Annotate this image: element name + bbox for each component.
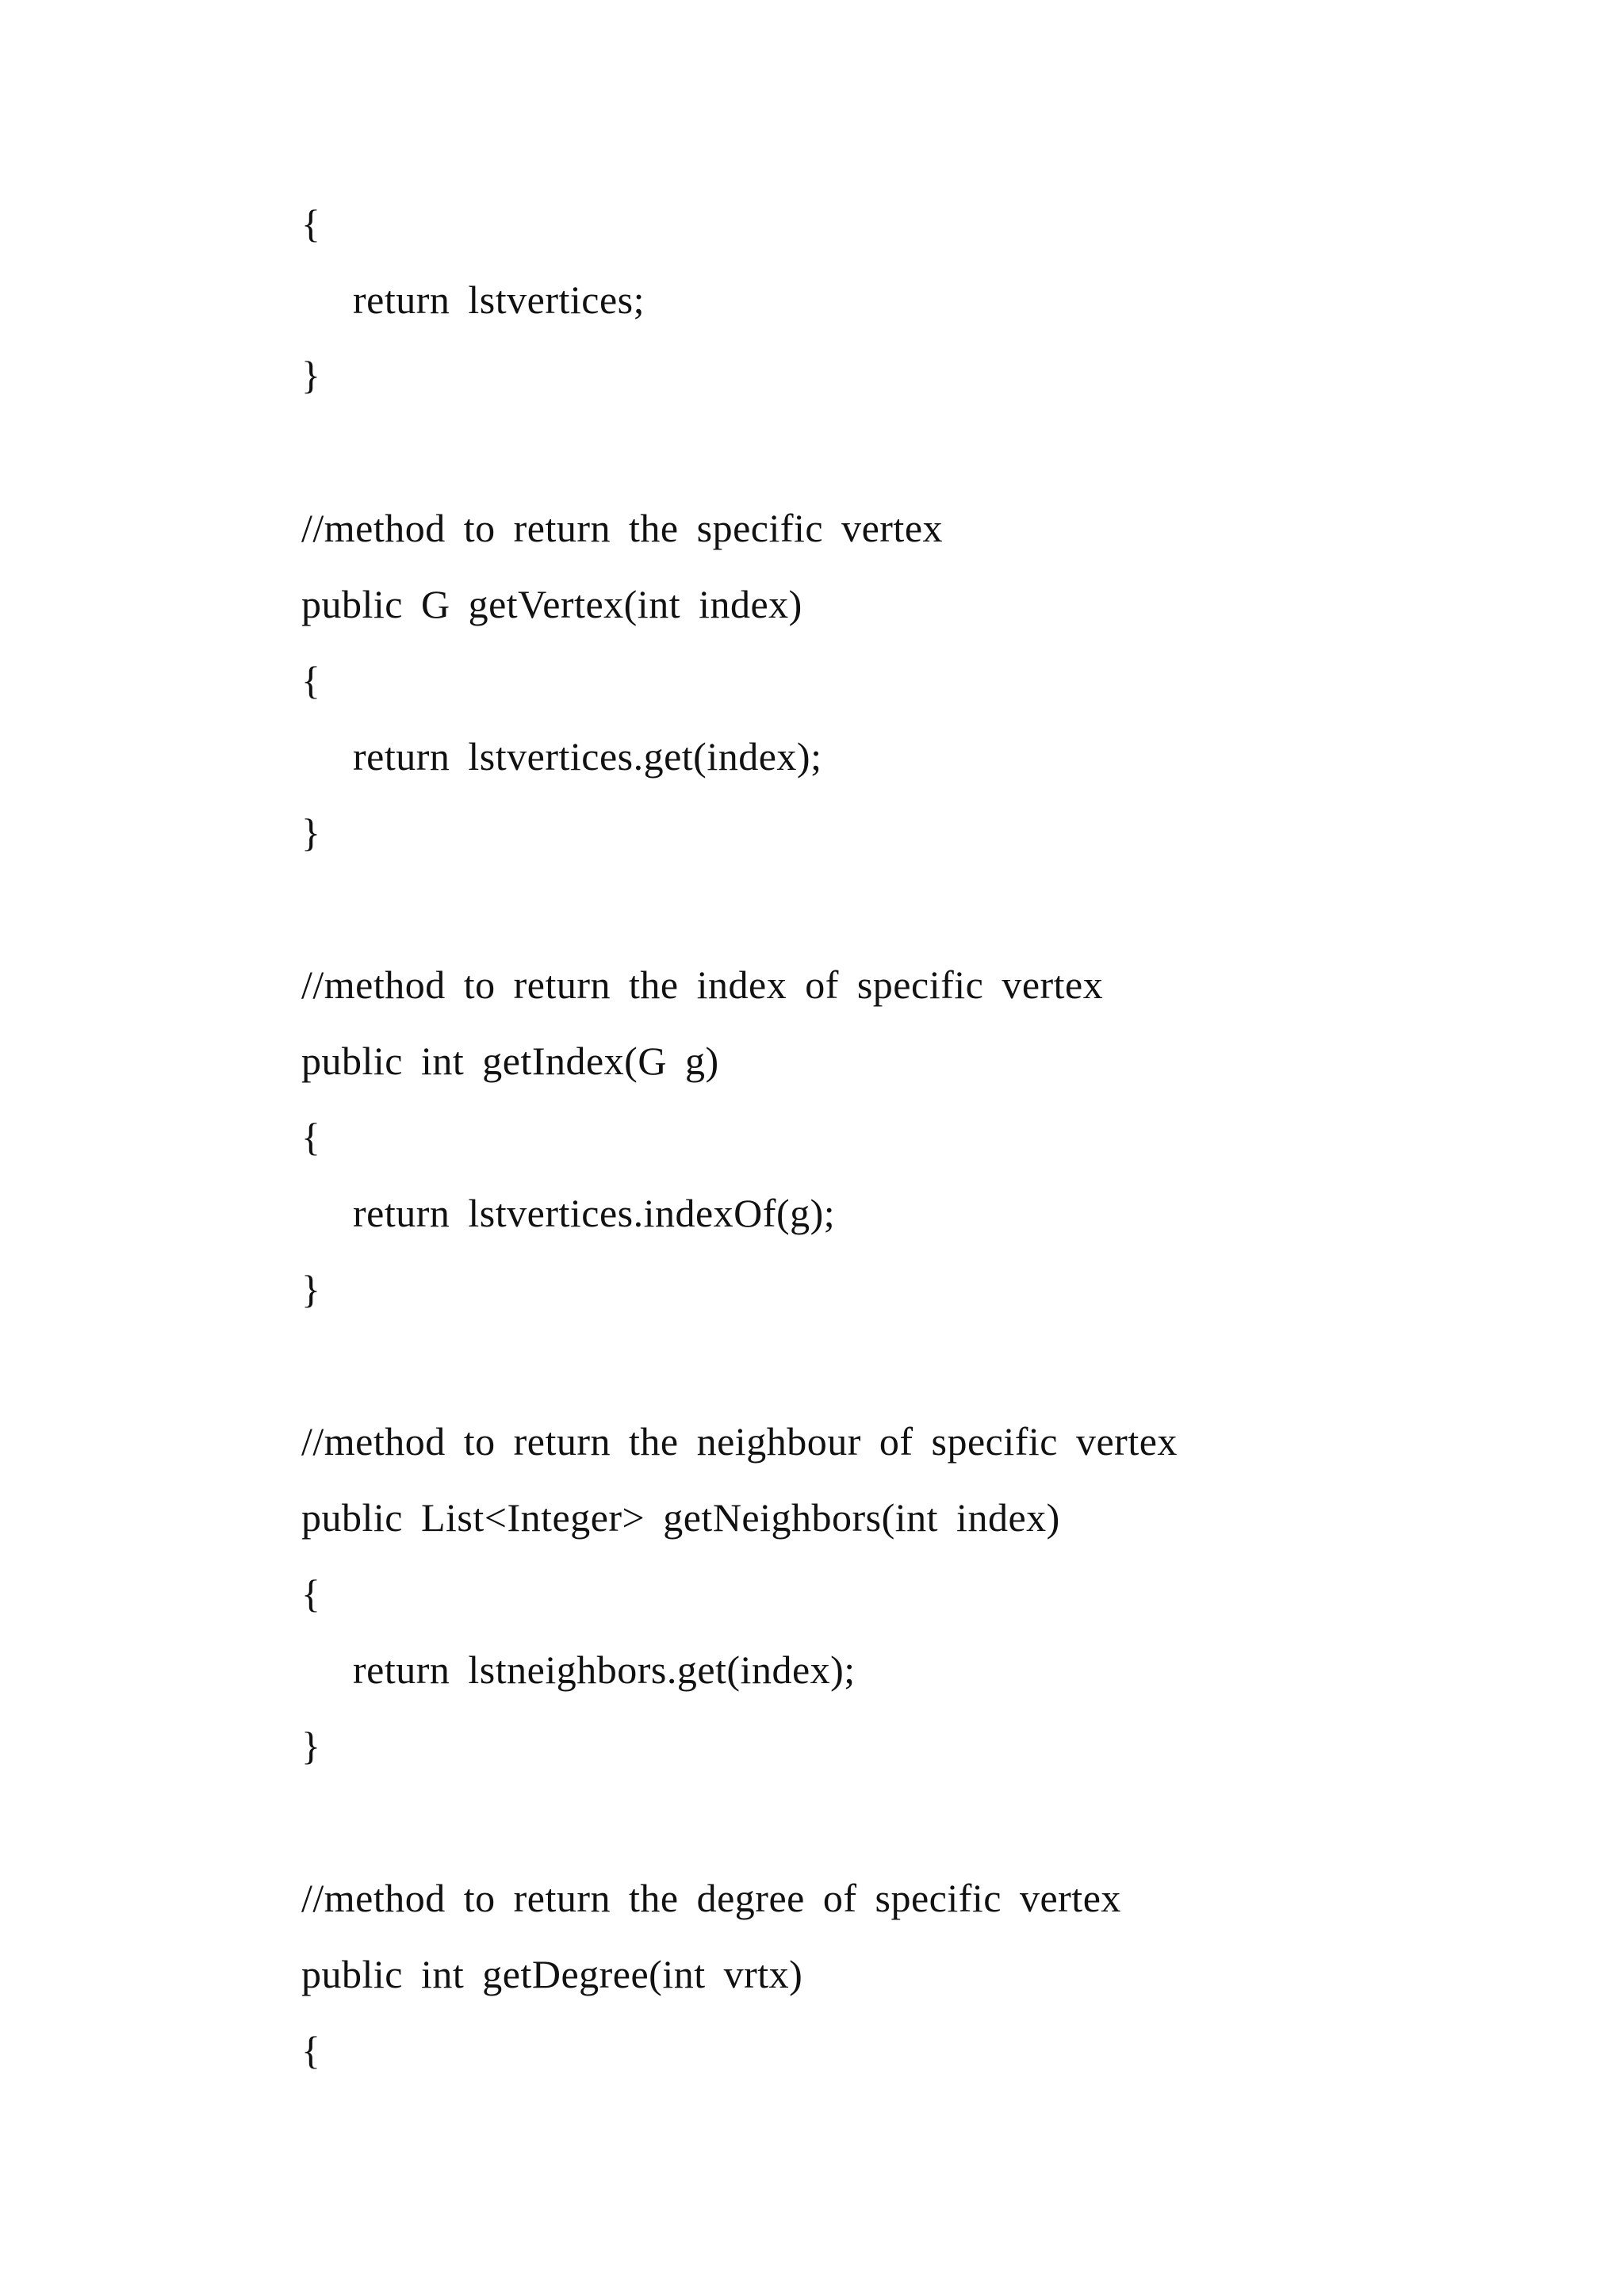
code-line-comment: //method to return the index of specific vertex xyxy=(301,962,1104,1007)
code-line-open-brace: { xyxy=(301,1571,321,1616)
code-line-method-signature: public List<Integer> getNeighbors(int index) xyxy=(301,1495,1060,1540)
code-line-close-brace: } xyxy=(301,1267,321,1311)
code-line-open-brace: { xyxy=(301,1115,321,1159)
code-line-return-statement: return lstvertices.indexOf(g); xyxy=(353,1191,836,1235)
code-line-return-statement: return lstvertices.get(index); xyxy=(353,734,822,779)
code-line-return-statement: return lstneighbors.get(index); xyxy=(353,1647,856,1692)
code-line-open-brace: { xyxy=(301,201,321,246)
code-line-comment: //method to return the neighbour of specific vertex xyxy=(301,1419,1178,1464)
code-line-method-signature: public int getDegree(int vrtx) xyxy=(301,1952,803,1996)
code-line-close-brace: } xyxy=(301,810,321,855)
code-line-open-brace: { xyxy=(301,658,321,702)
code-line-return-statement: return lstvertices; xyxy=(353,277,645,322)
code-line-open-brace: { xyxy=(301,2028,321,2072)
code-line-comment: //method to return the degree of specific vertex xyxy=(301,1876,1121,1920)
code-line-close-brace: } xyxy=(301,353,321,397)
code-line-comment: //method to return the specific vertex xyxy=(301,506,944,550)
code-line-method-signature: public G getVertex(int index) xyxy=(301,582,802,626)
code-line-method-signature: public int getIndex(G g) xyxy=(301,1039,719,1083)
code-line-close-brace: } xyxy=(301,1724,321,1768)
